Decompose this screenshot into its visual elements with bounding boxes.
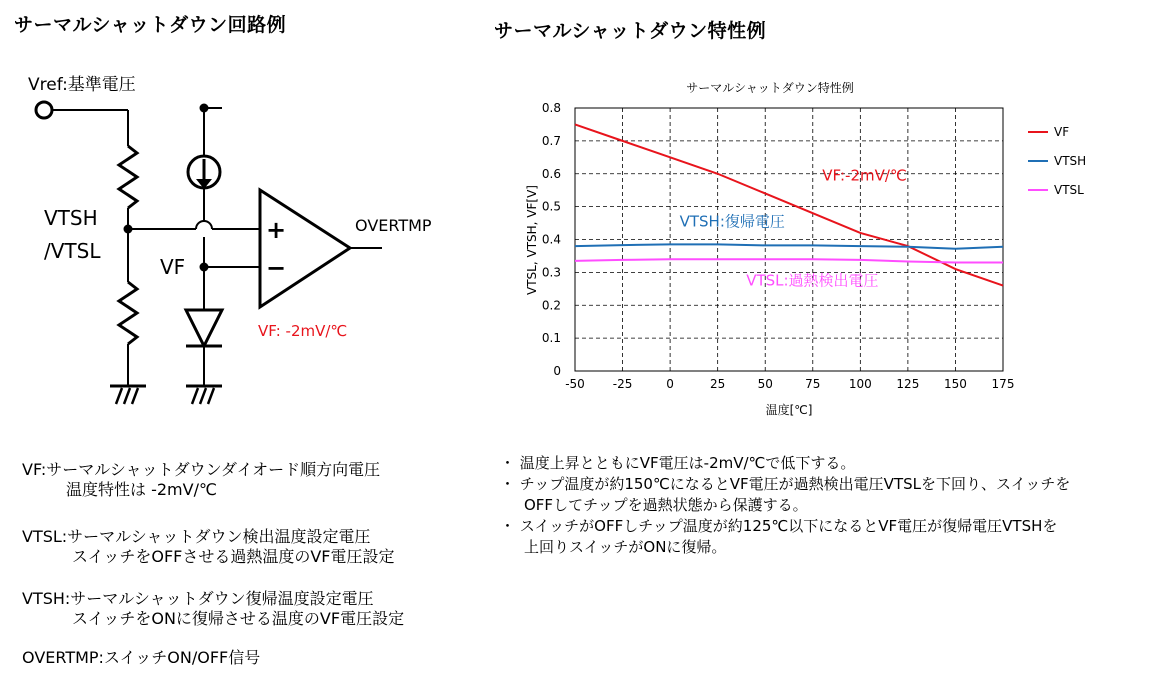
x-tick-label: -25: [612, 377, 633, 391]
x-tick-label: 125: [896, 377, 920, 391]
x-tick-label: 50: [757, 377, 773, 391]
supply-node: [200, 104, 209, 113]
bullet-1: ・ 温度上昇とともにVF電圧は-2mV/℃で低下する。: [500, 454, 856, 472]
chart-annotation: VTSH:復帰電圧: [679, 212, 785, 231]
x-tick-label: 100: [848, 377, 872, 391]
y-tick-label: 0.1: [541, 331, 561, 346]
bullet-2: ・ チップ温度が約150℃になるとVF電圧が過熱検出電圧VTSLを下回り、スイッチを: [500, 475, 1071, 493]
definition-vf-main: VF:サーマルシャットダウンダイオード順方向電圧: [22, 460, 381, 479]
y-tick-label: 0.7: [541, 133, 561, 148]
vref-terminal: [36, 102, 52, 118]
legend-label: VF: [1054, 125, 1070, 139]
definition-vtsh-sub: スイッチをONに復帰させる温度のVF電圧設定: [72, 609, 405, 628]
definition-overtmp: OVERTMP:スイッチON/OFF信号: [22, 648, 261, 667]
comparator: [260, 190, 350, 307]
definition-vf: [22, 460, 380, 500]
bullet-3-cont: 上回りスイッチがONに復帰。: [524, 538, 727, 556]
bullet-list: [500, 453, 1070, 558]
definition-vf-sub: 温度特性は -2mV/℃: [66, 480, 217, 499]
circuit-diagram: [0, 60, 470, 420]
y-tick-label: 0.5: [541, 199, 561, 214]
x-axis-label: 温度[℃]: [765, 403, 813, 417]
minus-sign: −: [266, 254, 287, 282]
vtsh-node: [124, 225, 133, 234]
output-label: OVERTMP: [355, 216, 432, 235]
x-tick-label: 175: [991, 377, 1015, 391]
y-axis-label: VTSL, VTSH, VF[V]: [525, 185, 539, 295]
x-tick-label: 25: [710, 377, 726, 391]
chart-annotation: VTSL:過熱検出電圧: [746, 271, 879, 290]
y-tick-label: 0.8: [541, 101, 561, 115]
thermal-shutdown-chart: [500, 70, 1140, 430]
y-tick-label: 0.3: [541, 265, 561, 280]
legend-label: VTSL: [1054, 183, 1084, 197]
plus-sign: +: [266, 216, 287, 244]
y-tick-label: 0.6: [541, 166, 561, 181]
x-tick-label: -50: [565, 377, 585, 391]
vtsl-label: /VTSL: [44, 239, 101, 263]
vtsh-label: VTSH: [44, 206, 98, 230]
y-tick-label: 0.4: [541, 232, 561, 247]
definition-vtsl: [22, 527, 395, 567]
x-tick-label: 150: [943, 377, 967, 391]
chart-annotation: VF:-2mV/℃: [822, 166, 907, 185]
chart-title: サーマルシャットダウン特性例: [686, 81, 854, 95]
series-line-vtsh: [575, 244, 1003, 248]
upper-resistor: [119, 146, 137, 208]
chart-section-title: サーマルシャットダウン特性例: [494, 20, 767, 42]
definition-vtsl-main: VTSL:サーマルシャットダウン検出温度設定電圧: [22, 527, 371, 546]
y-tick-label: 0.2: [541, 298, 561, 313]
chart-legend: [1028, 125, 1086, 197]
x-tick-label: 0: [666, 377, 674, 391]
lower-resistor: [119, 282, 137, 344]
bullet-2-cont: OFFしてチップを過熱状態から保護する。: [524, 496, 808, 514]
definition-vtsh-main: VTSH:サーマルシャットダウン復帰温度設定電圧: [22, 589, 374, 608]
legend-label: VTSH: [1054, 154, 1087, 168]
y-tick-label: 0: [553, 364, 561, 378]
definition-vtsl-sub: スイッチをOFFさせる過熱温度のVF電圧設定: [72, 547, 395, 566]
vref-label: Vref:基準電圧: [28, 75, 136, 95]
diode: [186, 310, 222, 346]
vf-label: VF: [160, 255, 186, 279]
vf-node: [200, 263, 209, 272]
vf-coefficient-label: VF: -2mV/℃: [258, 322, 348, 340]
circuit-title: サーマルシャットダウン回路例: [14, 14, 287, 36]
definition-vtsh: [22, 589, 404, 629]
x-tick-label: 75: [805, 377, 821, 391]
bullet-3: ・ スイッチがOFFしチップ温度が約125℃以下になるとVF電圧が復帰電圧VTSHを: [500, 517, 1058, 535]
